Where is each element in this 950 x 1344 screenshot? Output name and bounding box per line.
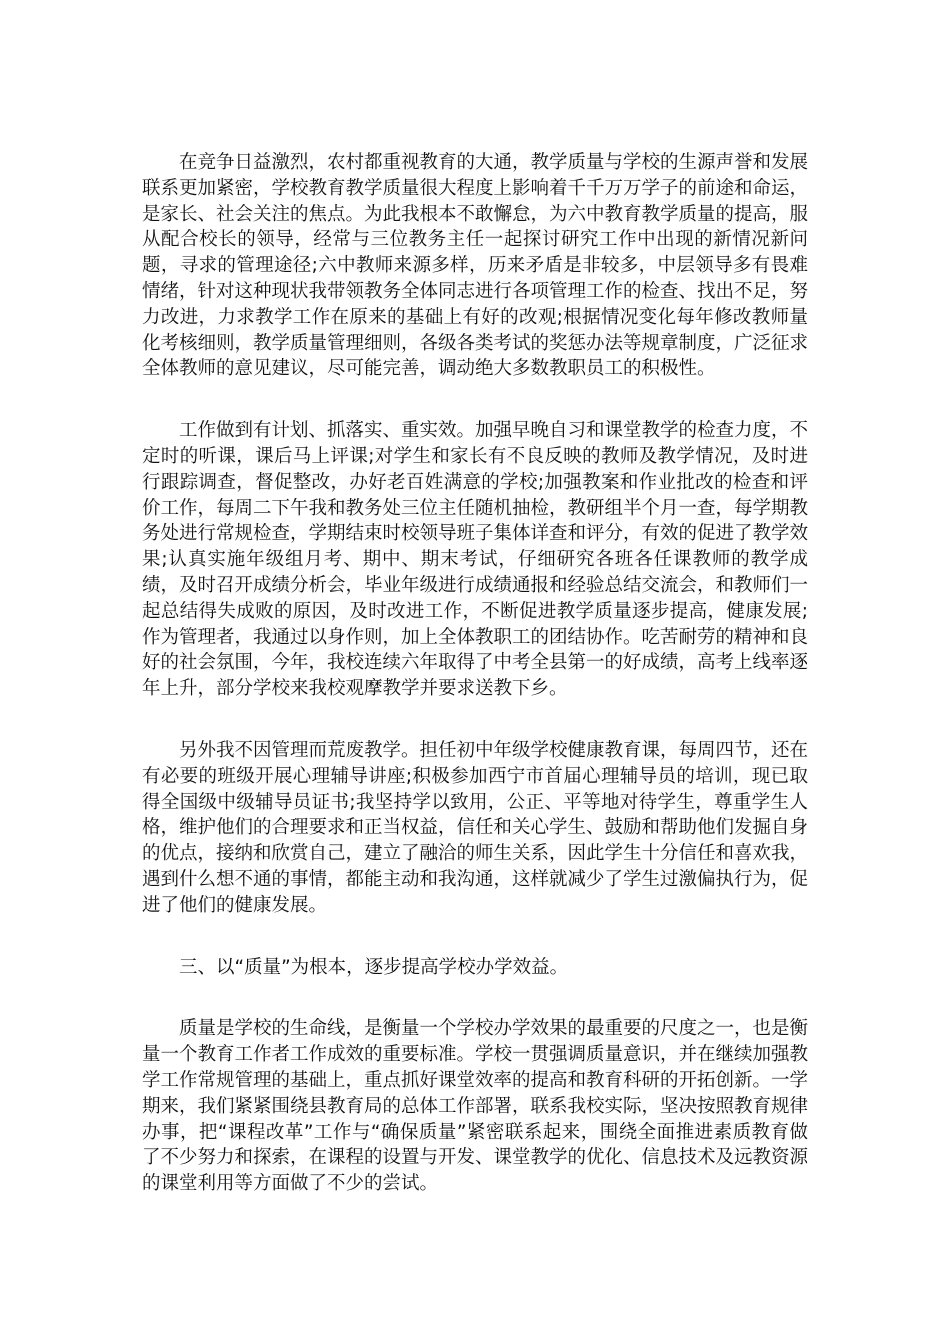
paragraph-2: 工作做到有计划、抓落实、重实效。加强早晚自习和课堂教学的检查力度，不定时的听课，课后马上评课;对学生和家长有不良反映的教师及教学情况，及时进行跟踪调查，督促整改，办好老百姓满意的学校;加强教案和作业批改的检查和评价工作，每周二下午我和教务处三位主任随机抽检，教研组半个月一查，每学期教务处进行常规检查，学期结束时校领导班子集体详查和评分，有效的促进了教学效果;认真实施年级组月考、期中、期末考试，仔细研究各班各任课教师的教学成绩，及时召开成绩分析会，毕业年级进行成绩通报和经验总结交流会，和教师们一起总结得失成败的原因，及时改进工作，不断促进教学质量逐步提高，健康发展;作为管理者，我通过以身作则，加上全体教职工的团结协作。吃苦耐劳的精神和良好的社会氛围，今年，我校连续六年取得了中考全县第一的好成绩，高考上线率逐年上升，部分学校来我校观摩教学并要求送教下乡。 <box>142 420 809 700</box>
paragraph-1: 在竞争日益激烈，农村都重视教育的大通，教学质量与学校的生源声誉和发展联系更加紧密，学校教育教学质量很大程度上影响着千千万万学子的前途和命运，是家长、社会关注的焦点。为此我根本不敢懈怠，为六中教育教学质量的提高，服从配合校长的领导，经常与三位教务主任一起探讨研究工作中出现的新情况新问题，寻求的管理途径;六中教师来源多样，历来矛盾是非较多，中层领导多有畏难情绪，针对这种现状我带领教务全体同志进行各项管理工作的检查、找出不足，努力改进，力求教学工作在原来的基础上有好的改观;根据情况变化每年修改教师量化考核细则，教学质量管理细则，各级各类考试的奖惩办法等规章制度，广泛征求全体教师的意见建议，尽可能完善，调动绝大多数教职员工的积极性。 <box>142 152 809 380</box>
section-heading: 三、以“质量”为根本，逐步提高学校办学效益。 <box>179 956 569 978</box>
document-body <box>142 150 808 1233</box>
paragraph-3: 另外我不因管理而荒废教学。担任初中年级学校健康教育课，每周四节，还在有必要的班级开展心理辅导讲座;积极参加西宁市首届心理辅导员的培训，现已取得全国级中级辅导员证书;我坚持学以致用，公正、平等地对待学生，尊重学生人格，维护他们的合理要求和正当权益，信任和关心学生、鼓励和帮助他们发掘自身的优点，接纳和欣赏自己，建立了融洽的师生关系，因此学生十分信任和喜欢我，遇到什么想不通的事情，都能主动和我沟通，这样就减少了学生过激偏执行为，促进了他们的健康发展。 <box>142 739 809 916</box>
paragraph-4: 质量是学校的生命线，是衡量一个学校办学效果的最重要的尺度之一，也是衡量一个教育工作者工作成效的重要标准。学校一贯强调质量意识，并在继续加强教学工作常规管理的基础上，重点抓好课堂效率的提高和教育科研的开拓创新。一学期来，我们紧紧围绕县教育局的总体工作部署，联系我校实际，坚决按照教育规律办事，把“课程改革”工作与“确保质量”紧密联系起来，围绕全面推进素质教育做了不少努力和探索，在课程的设置与开发、课堂教学的优化、信息技术及远教资源的课堂利用等方面做了不少的尝试。 <box>142 1018 809 1195</box>
